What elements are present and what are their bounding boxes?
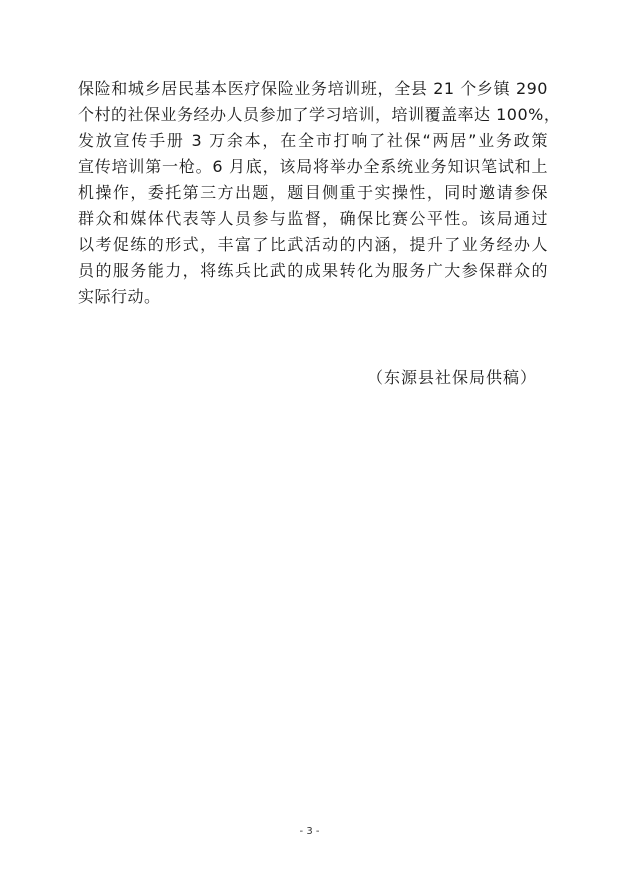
- text-line: 保险和城乡居民基本医疗保险业务培训班，全县 21 个乡镇 290: [78, 79, 548, 98]
- text-line: 员的服务能力，将练兵比武的成果转化为服务广大参保群众的: [78, 261, 548, 280]
- text-line: 以考促练的形式，丰富了比武活动的内涵，提升了业务经办人: [78, 235, 548, 254]
- text-line: 机操作，委托第三方出题，题目侧重于实操性，同时邀请参保: [78, 183, 548, 202]
- text-line: 宣传培训第一枪。6 月底，该局将举办全系统业务知识笔试和上: [78, 157, 548, 176]
- text-line: 群众和媒体代表等人员参与监督，确保比赛公平性。该局通过: [78, 209, 548, 228]
- text-line: 发放宣传手册 3 万余本，在全市打响了社保“两居”业务政策: [78, 131, 548, 150]
- text-line: 个村的社保业务经办人员参加了学习培训，培训覆盖率达 100%，: [78, 105, 561, 124]
- text-line: 实际行动。: [78, 287, 161, 306]
- page-number: - 3 -: [299, 826, 320, 837]
- source-attribution: （东源县社保局供稿）: [366, 368, 537, 387]
- body-paragraph: [78, 76, 561, 310]
